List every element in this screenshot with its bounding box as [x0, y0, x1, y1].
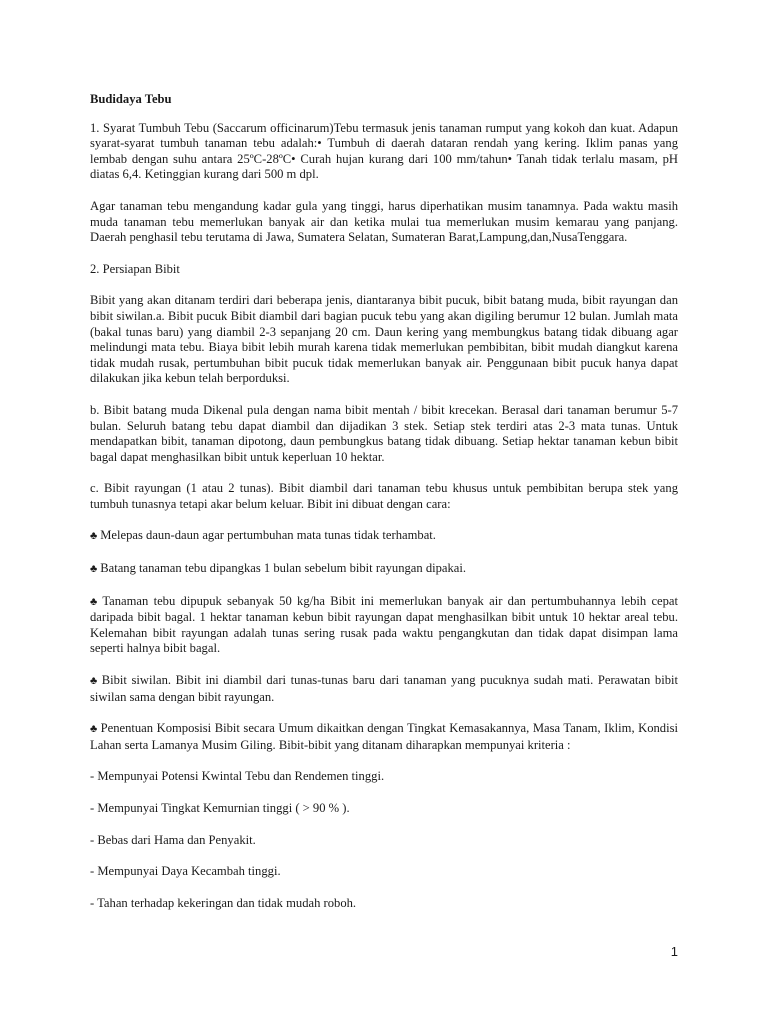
document-page — [90, 92, 678, 927]
paragraph-bibit-rayungan — [90, 481, 678, 512]
bullet-item — [90, 721, 678, 753]
bullet-text: Batang tanaman tebu dipangkas 1 bulan sebelum bibit rayungan dipakai. — [100, 561, 467, 576]
criteria-item — [90, 864, 678, 880]
paragraph-text: Agar tanaman tebu mengandung kadar gula yang tinggi, harus diperhatikan musim tanamnya. Pada waktu masih muda tanaman tebu memerlukan banyak air dan ketika mulai tua memerlukan musim kemarau yang panjang. Daerah penghasil tebu terutama di Jawa, Sumatera Selatan, Sumateran Barat,Lampung,dan,NusaTenggara. — [90, 198, 678, 245]
criteria-text: - Mempunyai Potensi Kwintal Tebu dan Rendemen tinggi. — [90, 769, 385, 784]
bullet-text: Penentuan Komposisi Bibit secara Umum dikaitkan dengan Tingkat Kemasakannya, Masa Tanam, Iklim, Kondisi Lahan serta Lamanya Musim Giling. Bibit-bibit yang ditanam diharapkan mempunyai kriteria : — [90, 721, 678, 752]
criteria-text: - Tahan terhadap kekeringan dan tidak mudah roboh. — [90, 895, 357, 910]
club-bullet-icon: ♣ — [90, 530, 98, 543]
paragraph-text: Bibit yang akan ditanam terdiri dari beberapa jenis, diantaranya bibit pucuk, bibit batang muda, bibit rayungan dan bibit siwilan.a. Bibit pucuk Bibit diambil dari bagian pucuk tebu yang akan digiling berumur 12 bulan. Jumlah mata (bakal tunas baru) yang diambil 2-3 sepanjang 20 cm. Daun kering yang membungkus batang tidak dibuang agar melindungi mata tebu. Biaya bibit lebih murah karena tidak memerlukan pembibitan, bibit mudah diangkut karena tidak mudah rusak, pertumbuhan bibit pucuk tidak memerlukan banyak air. Penggunaan bibit pucuk hanya dapat dilakukan jika kebun telah berporduksi. — [90, 293, 678, 386]
paragraph-bibit-batang-muda — [90, 403, 678, 465]
bullet-item — [90, 561, 678, 578]
bullet-item — [90, 673, 678, 705]
document-title: Budidaya Tebu — [90, 92, 172, 106]
bullet-item — [90, 528, 678, 545]
criteria-text: - Bebas dari Hama dan Penyakit. — [90, 832, 256, 847]
criteria-item — [90, 896, 678, 912]
bullet-item — [90, 594, 678, 657]
bullet-text: Melepas daun-daun agar pertumbuhan mata tunas tidak terhambat. — [100, 528, 436, 543]
criteria-item — [90, 801, 678, 817]
section-heading-persiapan-bibit — [90, 262, 678, 278]
criteria-text: - Mempunyai Daya Kecambah tinggi. — [90, 864, 281, 879]
bullet-text: Bibit siwilan. Bibit ini diambil dari tunas-tunas baru dari tanaman yang pucuknya sudah mati. Perawatan bibit siwilan sama dengan bibit rayungan. — [90, 673, 679, 704]
criteria-item — [90, 833, 678, 849]
paragraph-text: 2. Persiapan Bibit — [90, 261, 180, 276]
bullet-text: Tanaman tebu dipupuk sebanyak 50 kg/ha Bibit ini memerlukan banyak air dan pertumbuhannya lebih cepat daripada bibit bagal. 1 hektar tanaman kebun bibit rayungan dapat menghasilkan bibit untuk 10 hektar areal tebu. Kelemahan bibit rayungan adalah tunas sering rusak pada waktu pengangkutan dan tidak dapat disimpan lama seperti halnya bibit bagal. — [90, 593, 679, 656]
paragraph-musim-tanam — [90, 199, 678, 246]
club-bullet-icon: ♣ — [90, 675, 99, 688]
club-bullet-icon: ♣ — [90, 595, 100, 608]
criteria-text: - Mempunyai Tingkat Kemurnian tinggi ( > 90 % ). — [90, 801, 350, 815]
paragraph-text: 1. Syarat Tumbuh Tebu (Saccarum officinarum)Tebu termasuk jenis tanaman rumput yang kokoh dan kuat. Adapun syarat-syarat tumbuh tanaman tebu adalah:• Tumbuh di daerah dataran rendah yang kering. Iklim panas yang lembab dengan suhu antara 25ºC-28ºC• Curah hujan kurang dari 100 mm/tahun• Tanah tidak terlalu masam, pH diatas 6,4. Ketinggian kurang dari 500 m dpl. — [90, 120, 678, 182]
paragraph-text: b. Bibit batang muda Dikenal pula dengan nama bibit mentah / bibit krecekan. Berasal dari tanaman berumur 5-7 bulan. Seluruh batang tebu dapat diambil dan dijadikan 3 stek. Setiap stek terdiri atas 2-3 mata tunas. Untuk mendapatkan bibit, tanaman dipotong, daun pembungkus batang tidak dibuang. Setiap hektar tanaman kebun bibit bagal dapat menghasilkan bibit untuk keperluan 10 hektar. — [90, 402, 678, 464]
paragraph-syarat-tumbuh — [90, 121, 678, 183]
club-bullet-icon: ♣ — [90, 723, 98, 736]
page-number: 1 — [670, 944, 678, 959]
club-bullet-icon: ♣ — [90, 563, 98, 576]
criteria-item — [90, 769, 678, 785]
paragraph-bibit-pucuk — [90, 293, 678, 387]
paragraph-text: c. Bibit rayungan (1 atau 2 tunas). Bibit diambil dari tanaman tebu khusus untuk pembibitan berupa stek yang tumbuh tunasnya tetapi akar belum keluar. Bibit ini dibuat dengan cara: — [90, 481, 678, 511]
